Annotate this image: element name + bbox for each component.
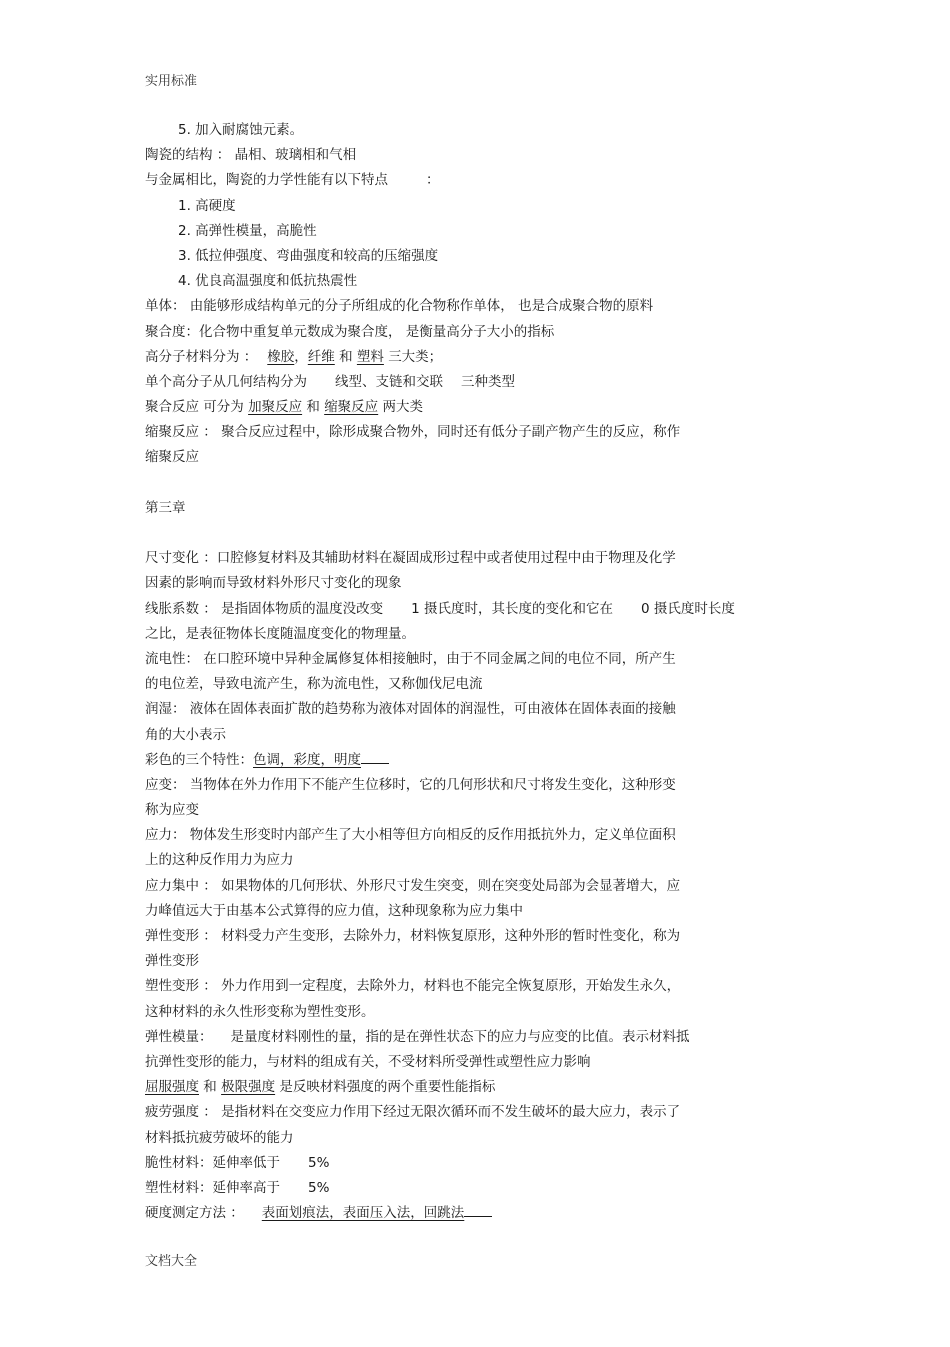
text-line: 单体： 由能够形成结构单元的分子所组成的化合物称作单体， 也是合成聚合物的原料 — [145, 298, 654, 315]
text-line — [145, 395, 805, 420]
spacer — [145, 471, 805, 496]
text-segment: 和 — [203, 1079, 217, 1096]
text-line: 应变： 当物体在外力作用下不能产生位移时，它的几何形状和尺寸将发生变化，这种形变 — [145, 776, 676, 793]
text-segment: 0 摄氏度时长度 — [640, 600, 735, 617]
text-line: 这种材料的永久性形变称为塑性变形。 — [145, 1003, 375, 1020]
text-segment: 线型、支链和交联 — [335, 373, 443, 390]
text-line: 尺寸变化 ：口腔修复材料及其辅助材料在凝固成形过程中或者使用过程中由于物理及化学 — [145, 550, 676, 567]
text-segment: 两大类 — [382, 399, 423, 416]
text-line — [145, 1151, 805, 1176]
text-segment: ， — [294, 348, 308, 365]
text-line: 缩聚反应 — [145, 449, 199, 466]
text-line: 缩聚反应 ： 聚合反应过程中，除形成聚合物外，同时还有低分子副产物产生的反应，称作 — [145, 424, 681, 441]
text-line: 流电性： 在口腔环境中异种金属修复体相接触时，由于不同金属之间的电位不同，所产生 — [145, 650, 676, 667]
text-line: 称为应变 — [145, 802, 199, 819]
text-line: 塑性变形 ： 外力作用到一定程度，去除外力，材料也不能完全恢复原形，开始发生永久， — [145, 978, 681, 995]
spacer — [145, 521, 805, 546]
text-line: 疲劳强度 ： 是指材料在交变应力作用下经过无限次循环而不发生破坏的最大应力，表示了 — [145, 1104, 681, 1121]
text-line — [145, 1025, 805, 1050]
text-line: 聚合度：化合物中重复单元数成为聚合度， 是衡量高分子大小的指标 — [145, 323, 555, 340]
text-line: 应力： 物体发生形变时内部产生了大小相等但方向相反的反作用抵抗外力，定义单位面积 — [145, 827, 676, 844]
text-segment: ： — [426, 172, 440, 189]
text-segment: 三种类型 — [461, 373, 515, 390]
text-segment: 脆性材料：延伸率低于 — [145, 1154, 280, 1171]
text-segment: 1 摄氏度时，其长度的变化和它在 — [411, 600, 613, 617]
page-header: 实用标准 — [145, 74, 198, 89]
underlined-term: 色调，彩度，明度 — [253, 751, 361, 768]
text-line: 弹性变形 ： 材料受力产生变形，去除外力，材料恢复原形，这种外形的暂时性变化，称为 — [145, 928, 681, 944]
text-line — [145, 370, 805, 395]
text-line: 上的这种反作用力为应力 — [145, 852, 294, 869]
text-line — [145, 1201, 805, 1226]
text-line: 材料抵抗疲劳破坏的能力 — [145, 1129, 294, 1146]
text-line: 的电位差，导致电流产生，称为流电性，又称伽伐尼电流 — [145, 676, 483, 693]
chapter-heading: 第三章 — [145, 499, 186, 516]
text-line: 因素的影响而导致材料外形尺寸变化的现象 — [145, 575, 402, 592]
text-segment: 单个高分子从几何结构分为 — [145, 373, 307, 390]
underlined-term: 纤维 — [307, 348, 335, 365]
page-footer: 文档大全 — [145, 1254, 198, 1269]
text-segment: 彩色的三个特性： — [145, 751, 253, 768]
text-line — [145, 168, 805, 193]
text-segment: 聚合反应 可分为 — [145, 399, 244, 416]
text-line: 润湿： 液体在固体表面扩散的趋势称为液体对固体的润湿性，可由液体在固体表面的接触 — [145, 701, 676, 718]
underlined-term: 缩聚反应 — [324, 399, 379, 416]
text-line: 陶瓷的结构 ： 晶相、玻璃相和气相 — [145, 147, 357, 164]
text-line — [145, 345, 805, 370]
list-item: 5. 加入耐腐蚀元素。 — [178, 122, 304, 138]
underlined-term: 屈服强度 — [145, 1079, 199, 1096]
text-line: 应力集中 ： 如果物体的几何形状、外形尺寸发生突变，则在突变处局部为会显著增大，应 — [145, 877, 681, 894]
text-line — [145, 1176, 805, 1201]
text-segment: 和 — [339, 348, 353, 365]
text-line: 抗弹性变形的能力，与材料的组成有关，不受材料所受弹性或塑性应力影响 — [145, 1053, 591, 1070]
list-item: 4. 优良高温强度和低抗热震性 — [178, 273, 358, 290]
underlined-term: 橡胶 — [267, 348, 295, 365]
text-segment: 硬度测定方法 ： — [145, 1205, 244, 1222]
underline-blank — [361, 749, 389, 764]
text-segment: 线胀系数 ： 是指固体物质的温度没改变 — [145, 600, 384, 617]
text-line — [145, 1075, 805, 1100]
text-segment: 与金属相比，陶瓷的力学性能有以下特点 — [145, 172, 388, 189]
underlined-term: 表面划痕法，表面压入法，回跳法 — [261, 1205, 465, 1222]
document-body — [145, 118, 805, 1226]
text-line: 角的大小表示 — [145, 726, 226, 743]
underlined-term: 极限强度 — [221, 1079, 276, 1096]
text-line: 弹性变形 — [145, 953, 199, 970]
text-segment: 三大类； — [388, 348, 443, 365]
text-segment: 弹性模量： — [145, 1028, 213, 1045]
text-line — [145, 597, 805, 622]
text-segment: 是反映材料强度的两个重要性能指标 — [279, 1079, 496, 1096]
underlined-term: 加聚反应 — [248, 399, 303, 416]
list-item: 1. 高硬度 — [178, 197, 236, 214]
underlined-term: 塑料 — [356, 348, 384, 365]
list-item: 3. 低拉伸强度、弯曲强度和较高的压缩强度 — [178, 247, 439, 264]
underline-blank — [464, 1202, 492, 1217]
text-segment: 是量度材料刚性的量，指的是在弹性状态下的应力与应变的比值。表示材料抵 — [230, 1028, 690, 1045]
text-segment: 塑性材料：延伸率高于 — [145, 1179, 280, 1196]
text-segment: 和 — [306, 399, 320, 416]
text-segment: 高分子材料分为 ： — [145, 348, 258, 365]
text-line: 力峰值远大于由基本公式算得的应力值，这种现象称为应力集中 — [145, 902, 523, 919]
text-segment: 5% — [308, 1154, 330, 1171]
text-segment: 5% — [308, 1179, 330, 1196]
list-item: 2. 高弹性模量，高脆性 — [178, 222, 317, 239]
text-line — [145, 748, 805, 773]
text-line: 之比，是表征物体长度随温度变化的物理量。 — [145, 625, 415, 642]
